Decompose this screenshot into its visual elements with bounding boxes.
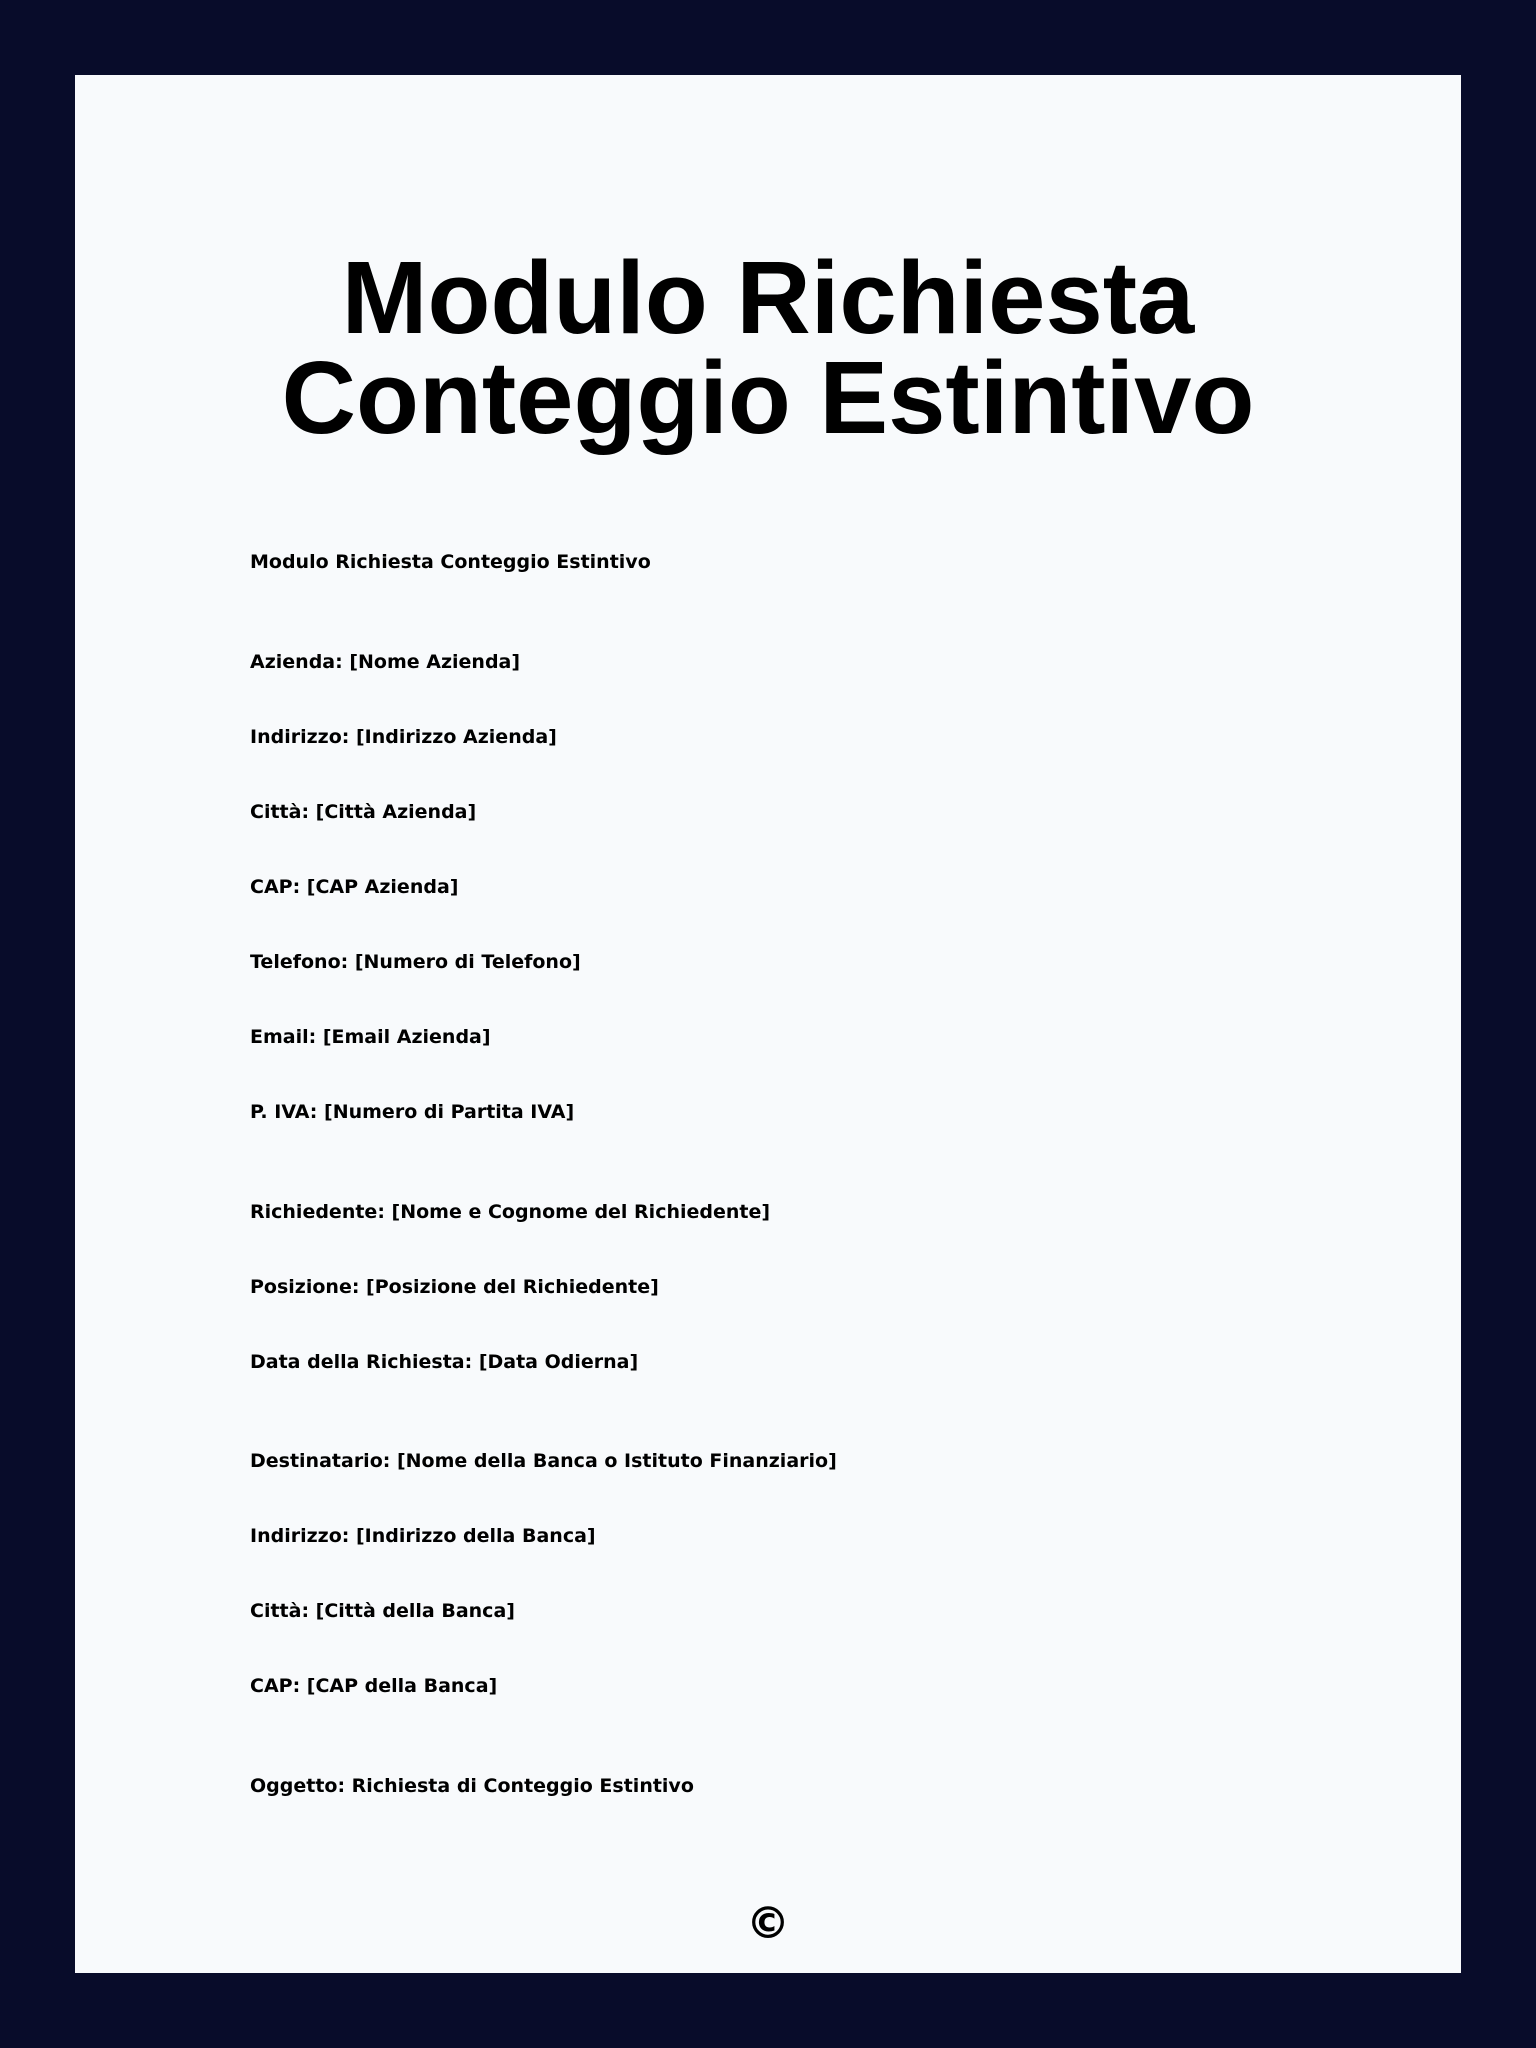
requester-name: Richiedente: [Nome e Cognome del Richiedente] <box>250 1201 771 1223</box>
page-title: Modulo Richiesta Conteggio Estintivo <box>281 240 1255 455</box>
company-address: Indirizzo: [Indirizzo Azienda] <box>250 726 557 748</box>
company-phone: Telefono: [Numero di Telefono] <box>250 951 581 973</box>
requester-position: Posizione: [Posizione del Richiedente] <box>250 1276 659 1298</box>
company-name: Azienda: [Nome Azienda] <box>250 651 521 673</box>
company-email: Email: [Email Azienda] <box>250 1026 491 1048</box>
company-vat: P. IVA: [Numero di Partita IVA] <box>250 1101 575 1123</box>
document-page <box>75 75 1461 1973</box>
company-zip: CAP: [CAP Azienda] <box>250 876 459 898</box>
recipient-zip: CAP: [CAP della Banca] <box>250 1675 498 1697</box>
request-date: Data della Richiesta: [Data Odierna] <box>250 1351 639 1373</box>
recipient-city: Città: [Città della Banca] <box>250 1600 515 1622</box>
subject-line: Oggetto: Richiesta di Conteggio Estintivo <box>250 1775 694 1797</box>
company-city: Città: [Città Azienda] <box>250 801 477 823</box>
document-subtitle: Modulo Richiesta Conteggio Estintivo <box>250 551 651 573</box>
copyright-icon: © <box>746 1898 790 1949</box>
recipient-name: Destinatario: [Nome della Banca o Istituto Finanziario] <box>250 1450 837 1472</box>
recipient-address: Indirizzo: [Indirizzo della Banca] <box>250 1525 596 1547</box>
